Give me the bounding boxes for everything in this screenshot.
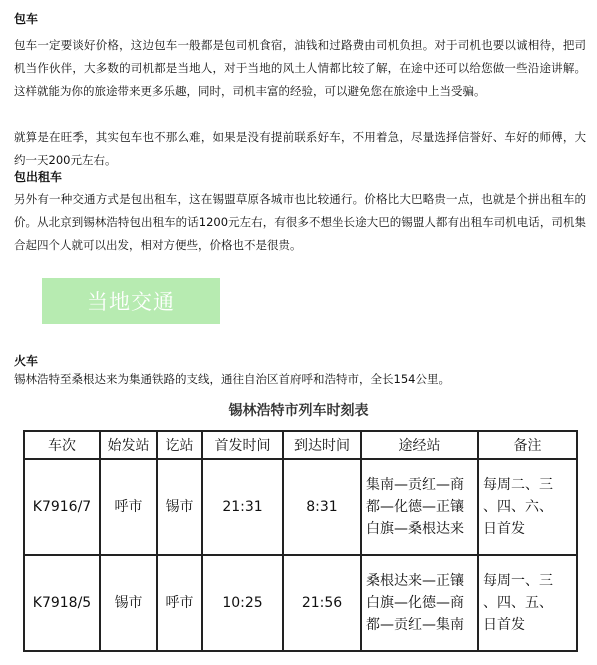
- cell-from: 呼市: [100, 459, 157, 555]
- table-row: [24, 459, 577, 555]
- route-line: 都—化德—正镶: [366, 499, 464, 515]
- section-title-huoche: 火车: [14, 354, 39, 368]
- cell-note: [478, 555, 577, 651]
- cell-route: [361, 555, 478, 651]
- header-train: 车次: [24, 431, 100, 459]
- header-note: 备注: [478, 431, 577, 459]
- header-from: 始发站: [100, 431, 157, 459]
- note-line: 每周二、三: [483, 477, 553, 493]
- route-line: 桑根达来—正镶: [366, 573, 464, 589]
- cell-train: K7918/5: [24, 555, 100, 651]
- timetable-title: 锡林浩特市列车时刻表: [228, 403, 369, 419]
- table-header-row: [24, 431, 577, 459]
- section-title-baoche: 包车: [14, 12, 39, 26]
- header-depart: 首发时间: [202, 431, 283, 459]
- cell-to: 锡市: [157, 459, 202, 555]
- note-line: 日首发: [483, 617, 525, 633]
- paragraph-baozuche: 另外有一种交通方式是包出租车，这在锡盟草原各城市也比较通行。价格比大巴略贵一点，也就是个拼出租车的价。从北京到锡林浩特包出租车的话1200元左右，有很多不想坐长途大巴的锡盟人都有出租车司机电话，司机集合起四个人就可以出发，相对方便些，价格也不是很贵。: [14, 192, 586, 252]
- cell-depart: 21:31: [202, 459, 283, 555]
- header-to: 讫站: [157, 431, 202, 459]
- train-timetable: [23, 430, 578, 652]
- route-line: 白旗—桑根达来: [366, 521, 464, 537]
- local-transport-banner: 当地交通: [42, 278, 220, 324]
- cell-depart: 10:25: [202, 555, 283, 651]
- note-line: 、四、五、: [483, 595, 553, 611]
- header-route: 途经站: [361, 431, 478, 459]
- table-row: [24, 555, 577, 651]
- cell-from: 锡市: [100, 555, 157, 651]
- note-line: 每周一、三: [483, 573, 553, 589]
- cell-to: 呼市: [157, 555, 202, 651]
- cell-arrive: 21:56: [283, 555, 361, 651]
- note-line: 、四、六、: [483, 499, 553, 515]
- paragraph-baoche-1: 包车一定要谈好价格，这边包车一般都是包司机食宿，油钱和过路费由司机负担。对于司机也要以诚相待，把司机当作伙伴，大多数的司机都是当地人，对于当地的风土人情都比较了解，在途中还可以给您做一些沿途讲解。这样就能为你的旅途带来更多乐趣，同时，司机丰富的经验，可以避免您在旅途中上当受骗。: [14, 38, 586, 98]
- route-line: 集南—贡红—商: [366, 477, 464, 493]
- paragraph-huoche: 锡林浩特至桑根达来为集通铁路的支线，通往自治区首府呼和浩特市，全长154公里。: [14, 372, 450, 386]
- section-title-baozuche: 包出租车: [14, 170, 63, 184]
- route-line: 都—贡红—集南: [366, 617, 464, 633]
- cell-train: K7916/7: [24, 459, 100, 555]
- cell-arrive: 8:31: [283, 459, 361, 555]
- cell-note: [478, 459, 577, 555]
- paragraph-baoche-2: 就算是在旺季，其实包车也不那么难，如果是没有提前联系好车，不用着急，尽量选择信誉好、车好的师傅，大约一天200元左右。: [14, 130, 586, 167]
- route-line: 白旗—化德—商: [366, 595, 464, 611]
- note-line: 日首发: [483, 521, 525, 537]
- header-arrive: 到达时间: [283, 431, 361, 459]
- cell-route: [361, 459, 478, 555]
